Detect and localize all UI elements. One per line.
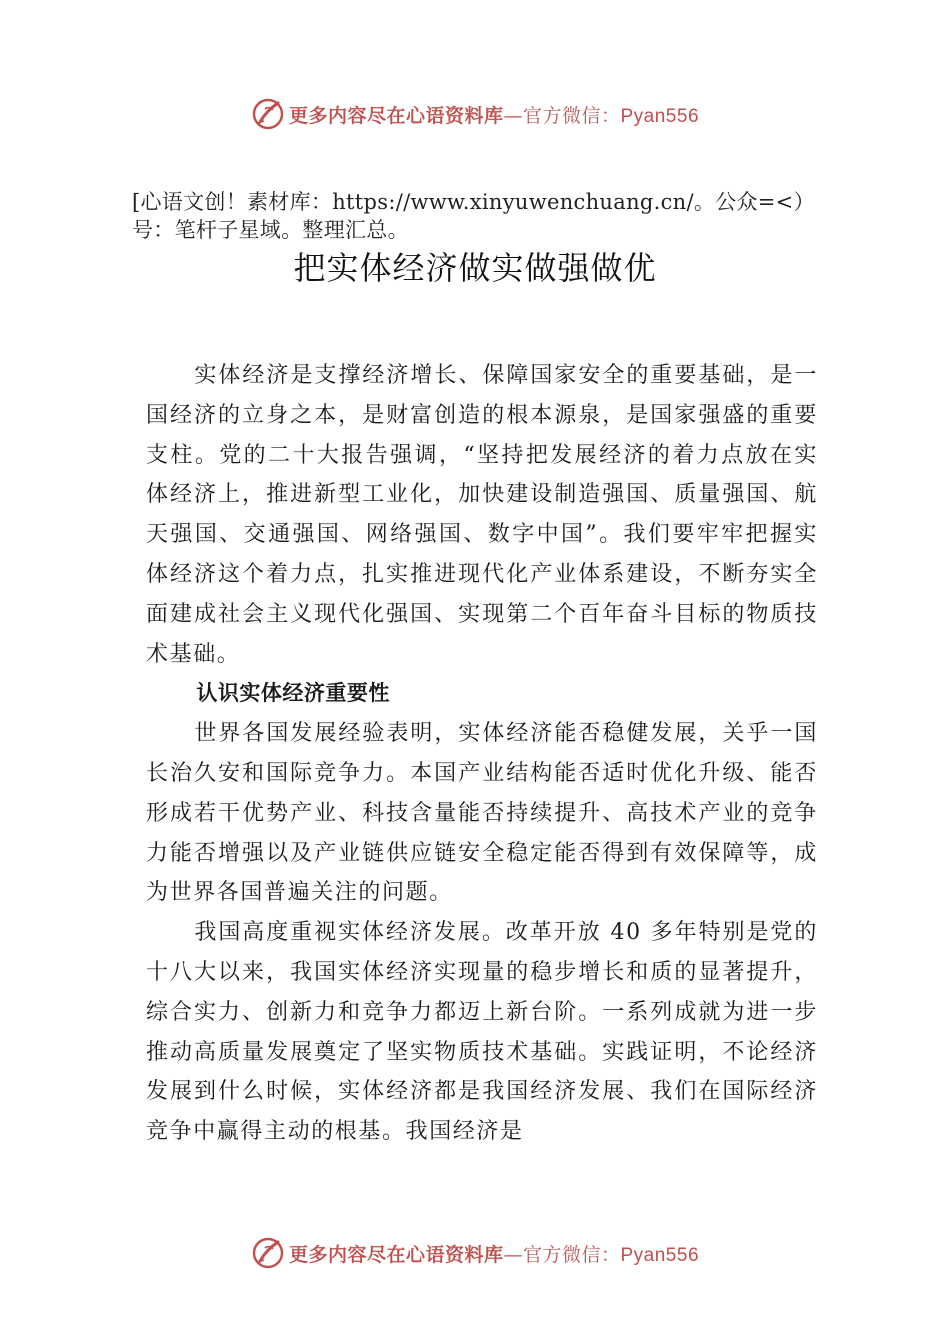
watermark-wechat-id: Pyan556 — [620, 1244, 700, 1266]
header-watermark — [0, 94, 950, 134]
brush-logo-icon — [251, 97, 285, 131]
brush-logo-icon — [251, 1236, 285, 1270]
watermark-text — [289, 1240, 699, 1267]
paragraph: 实体经济是支撑经济增长、保障国家安全的重要基础，是一国经济的立身之本，是财富创造的根本源泉，是国家强盛的重要支柱。党的二十大报告强调，“坚持把发展经济的着力点放在实体经济上，推进新型工业化，加快建设制造强国、质量强国、航天强国、交通强国、网络强国、数字中国”。我们要牢牢把握实体经济这个着力点，扎实推进现代化产业体系建设，不断夯实全面建成社会主义现代化强国、实现第二个百年奋斗目标的物质技术基础。 — [146, 363, 818, 667]
section-heading: 认识实体经济重要性 — [196, 681, 390, 706]
document-body — [146, 356, 818, 1152]
watermark-brand: 更多内容尽在心语资料库 — [288, 1243, 504, 1266]
watermark-dash: — — [503, 1243, 523, 1266]
watermark-text — [289, 101, 699, 128]
watermark-wechat-label: 官方微信： — [522, 1243, 621, 1266]
watermark-dash: — — [503, 104, 523, 127]
paragraph: 我国高度重视实体经济发展。改革开放 40 多年特别是党的十八大以来，我国实体经济实现量的稳步增长和质的显著提升，综合实力、创新力和竞争力都迈上新台阶。一系列成就为进一步推动高质量发展奠定了坚实物质技术基础。实践证明，不论经济发展到什么时候，实体经济都是我国经济发展、我们在国际经济竞争中赢得主动的根基。我国经济是 — [146, 920, 818, 1145]
watermark-brand: 更多内容尽在心语资料库 — [288, 104, 504, 127]
footer-watermark — [0, 1233, 950, 1273]
paragraph: 世界各国发展经验表明，实体经济能否稳健发展，关乎一国长治久安和国际竞争力。本国产业结构能否适时优化升级、能否形成若干优势产业、科技含量能否持续提升、高技术产业的竞争力能否增强以及产业链供应链安全稳定能否得到有效保障等，成为世界各国普遍关注的问题。 — [146, 721, 818, 906]
watermark-wechat-label: 官方微信： — [522, 104, 621, 127]
source-note: [心语文创！素材库：https://www.xinyuwenchuang.cn/。公众=<）号：笔杆子星域。整理汇总。 — [132, 190, 815, 242]
watermark-wechat-id: Pyan556 — [620, 105, 700, 127]
document-title: 把实体经济做实做强做优 — [293, 249, 657, 287]
